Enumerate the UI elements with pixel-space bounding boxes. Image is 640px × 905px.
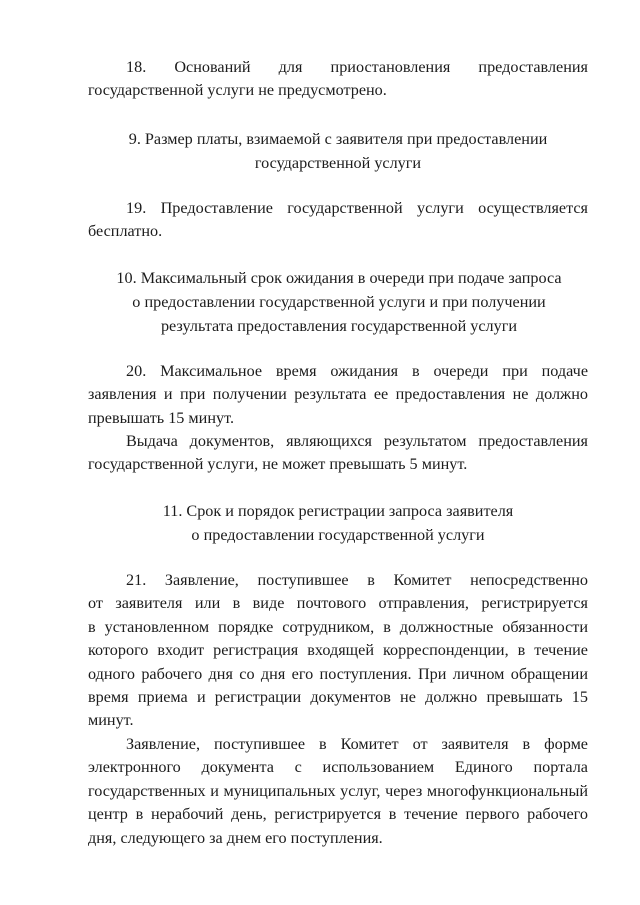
- paragraph-21-continued-line-5: дня, следующего за днем его поступления.: [88, 828, 383, 847]
- paragraph-19-line-1: 19. Предоставление государственной услуги осуществляется: [126, 199, 588, 217]
- paragraph-20-line-3: превышать 15 минут.: [88, 408, 234, 427]
- paragraph-20: [88, 360, 588, 430]
- section-heading-11-line-2: о предоставлении государственной услуги: [191, 525, 485, 544]
- paragraph-19: [88, 197, 588, 244]
- section-heading-10-line-2: о предоставлении государственной услуги и при получении: [132, 292, 546, 311]
- section-heading-9-line-2: государственной услуги: [254, 153, 422, 172]
- paragraph-21-continued: [88, 733, 588, 850]
- paragraph-21-line-3: в установленном порядке сотрудником, в должностные обязанности: [88, 617, 588, 636]
- paragraph-21: [88, 569, 588, 733]
- section-heading-10: [98, 267, 580, 338]
- paragraph-21-line-5: одного рабочего дня со дня его поступления. При личном обращении: [88, 664, 588, 683]
- paragraph-18-line-1: 18. Оснований для приостановления предоставления: [126, 58, 588, 76]
- paragraph-21-continued-line-1: Заявление, поступившее в Комитет от заявителя в форме: [126, 735, 588, 753]
- paragraph-21-line-4: которого входит регистрация входящей корреспонденции, в течение: [88, 641, 588, 660]
- paragraph-21-line-2: от заявителя или в виде почтового отправления, регистрируется: [88, 594, 588, 613]
- paragraph-19-line-2: бесплатно.: [88, 222, 163, 241]
- paragraph-21-line-7: минут.: [88, 711, 134, 730]
- paragraph-21-continued-line-4: центр в нерабочий день, регистрируется в течение первого рабочего: [88, 805, 588, 824]
- paragraph-20-continued-line-1: Выдача документов, являющихся результатом предоставления: [126, 432, 588, 450]
- paragraph-21-continued-line-3: государственных и муниципальных услуг, через многофункциональный: [88, 781, 588, 800]
- section-heading-9: [88, 128, 588, 176]
- section-heading-10-line-1: 10. Максимальный срок ожидания в очереди при подаче запроса: [116, 269, 562, 287]
- section-heading-9-line-1: 9. Размер платы, взимаемой с заявителя при предоставлении: [128, 130, 548, 148]
- paragraph-21-continued-line-2: электронного документа с использованием Единого портала: [88, 758, 588, 777]
- paragraph-18-line-2: государственной услуги не предусмотрено.: [88, 81, 387, 100]
- paragraph-20-continued: [88, 430, 588, 477]
- paragraph-20-continued-line-2: государственной услуги, не может превышать 5 минут.: [88, 455, 468, 474]
- paragraph-20-line-1: 20. Максимальное время ожидания в очереди при подаче: [126, 362, 588, 380]
- section-heading-11: [88, 500, 588, 548]
- section-heading-10-line-3: результата предоставления государственной услуги: [160, 316, 518, 335]
- paragraph-21-line-6: время приема и регистрации документов не должно превышать 15: [88, 688, 588, 707]
- paragraph-18: [88, 56, 588, 103]
- paragraph-20-line-2: заявления и при получении результата ее предоставления не должно: [88, 385, 588, 404]
- paragraph-21-line-1: 21. Заявление, поступившее в Комитет непосредственно: [126, 571, 588, 589]
- section-heading-11-line-1: 11. Срок и порядок регистрации запроса заявителя: [162, 502, 514, 520]
